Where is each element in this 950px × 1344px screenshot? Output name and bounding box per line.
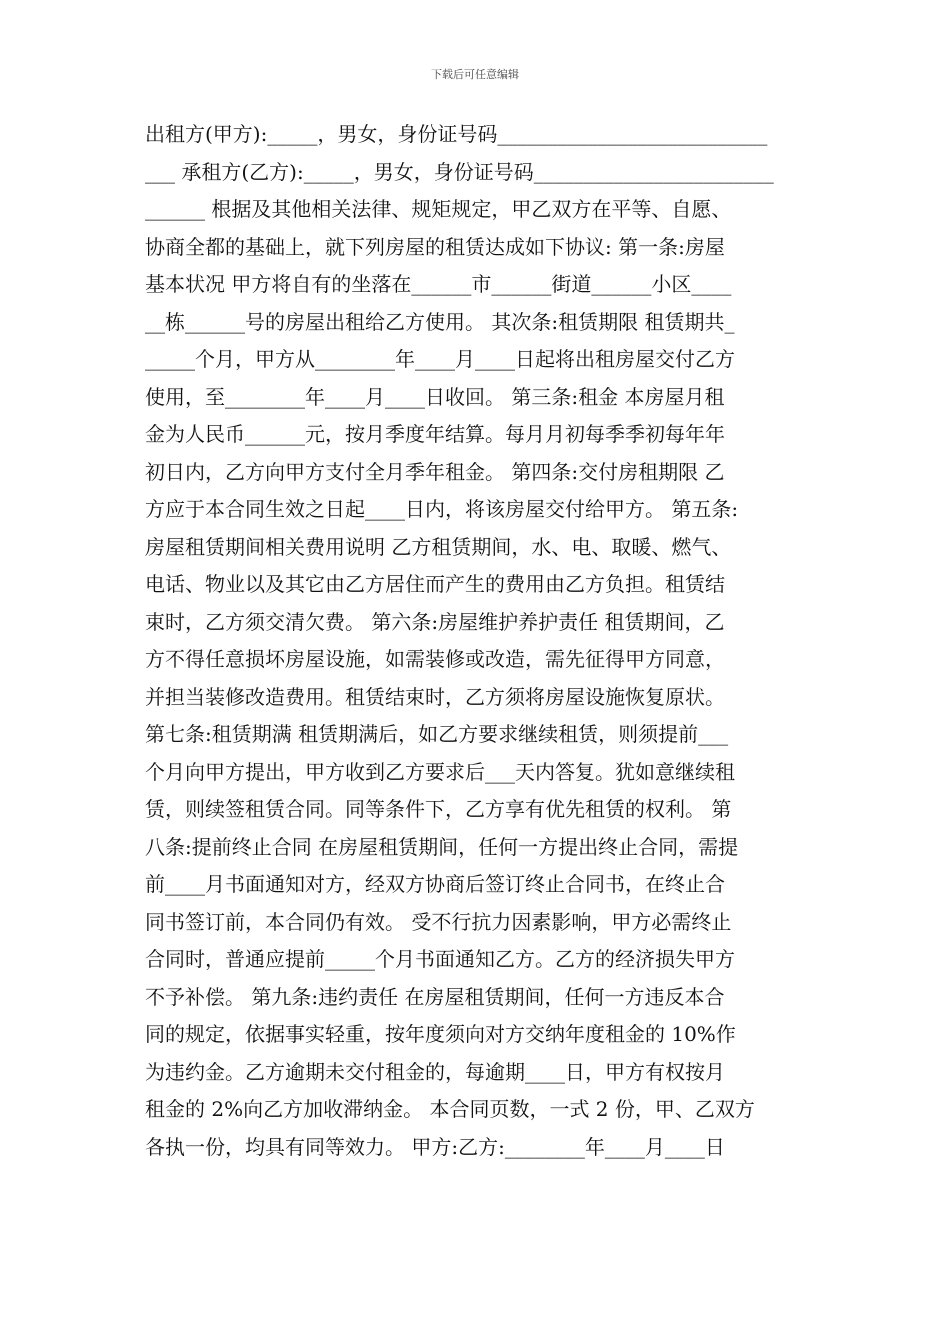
contract-line: 束时，乙方须交清欠费。 第六条:房屋维护养护责任 租赁期间，乙 [145,609,725,634]
contract-line: 金为人民币______元，按月季度年结算。每月月初每季季初每年年 [145,422,725,446]
page-header: 下载后可任意编辑 [431,68,519,81]
contract-line: 电话、物业以及其它由乙方居住而产生的费用由乙方负担。租赁结 [145,572,725,596]
contract-line: 第七条:租赁期满 租赁期满后，如乙方要求继续租赁，则须提前___ [145,722,729,746]
contract-line: __栋______号的房屋出租给乙方使用。 其次条:租赁期限 租赁期共_ [145,309,735,334]
contract-line: ___ 承租方(乙方):_____，男女，身份证号码________________________ [145,159,774,184]
contract-line: 个月向甲方提出，甲方收到乙方要求后___天内答复。犹如意继续租 [145,759,735,784]
contract-line: 为违约金。乙方逾期未交付租金的，每逾期____日，甲方有权按月 [145,1059,725,1084]
contract-line: 使用，至________年____月____日收回。 第三条:租金 本房屋月租 [145,384,725,409]
contract-line: 基本状况 甲方将自有的坐落在______市______街道______小区____ [145,272,732,296]
contract-line: ______ 根据及其他相关法律、规矩规定，甲乙双方在平等、自愿、 [145,197,732,221]
contract-line: 不予补偿。 第九条:违约责任 在房屋租赁期间，任何一方违反本合 [145,984,725,1009]
contract-line: 初日内，乙方向甲方支付全月季年租金。 第四条:交付房租期限 乙 [145,459,725,484]
contract-line: 方不得任意损坏房屋设施，如需装修或改造，需先征得甲方同意， [145,647,725,671]
contract-line: 八条:提前终止合同 在房屋租赁期间，任何一方提出终止合同，需提 [145,834,739,859]
contract-line: 协商全都的基础上，就下列房屋的租赁达成如下协议: 第一条:房屋 [145,234,725,259]
contract-line: 出租方(甲方):_____，男女，身份证号码___________________________ [145,122,768,146]
contract-line: 方应于本合同生效之日起____日内，将该房屋交付给甲方。 第五条: [145,497,739,521]
contract-line: 同的规定，依据事实轻重，按年度须向对方交纳年度租金的 10%作 [145,1022,736,1046]
contract-line: 房屋租赁期间相关费用说明 乙方租赁期间，水、电、取暖、燃气、 [145,534,732,559]
contract-line: 赁，则续签租赁合同。同等条件下，乙方享有优先租赁的权利。 第 [145,797,732,821]
contract-line: 前____月书面通知对方，经双方协商后签订终止合同书，在终止合 [145,872,725,896]
contract-line: 并担当装修改造费用。租赁结束时，乙方须将房屋设施恢复原状。 [145,684,725,709]
contract-line: 合同时，普通应提前_____个月书面通知乙方。乙方的经济损失甲方 [145,947,735,971]
contract-line: 同书签订前，本合同仍有效。 受不行抗力因素影响，甲方必需终止 [145,909,732,934]
contract-line: 各执一份，均具有同等效力。 甲方:乙方:________年____月____日 [145,1134,725,1159]
contract-line: _____个月，甲方从________年____月____日起将出租房屋交付乙方 [145,347,735,371]
contract-body [145,116,809,1166]
contract-line: 租金的 2%向乙方加收滞纳金。 本合同页数，一式 2 份，甲、乙双方 [145,1097,755,1121]
